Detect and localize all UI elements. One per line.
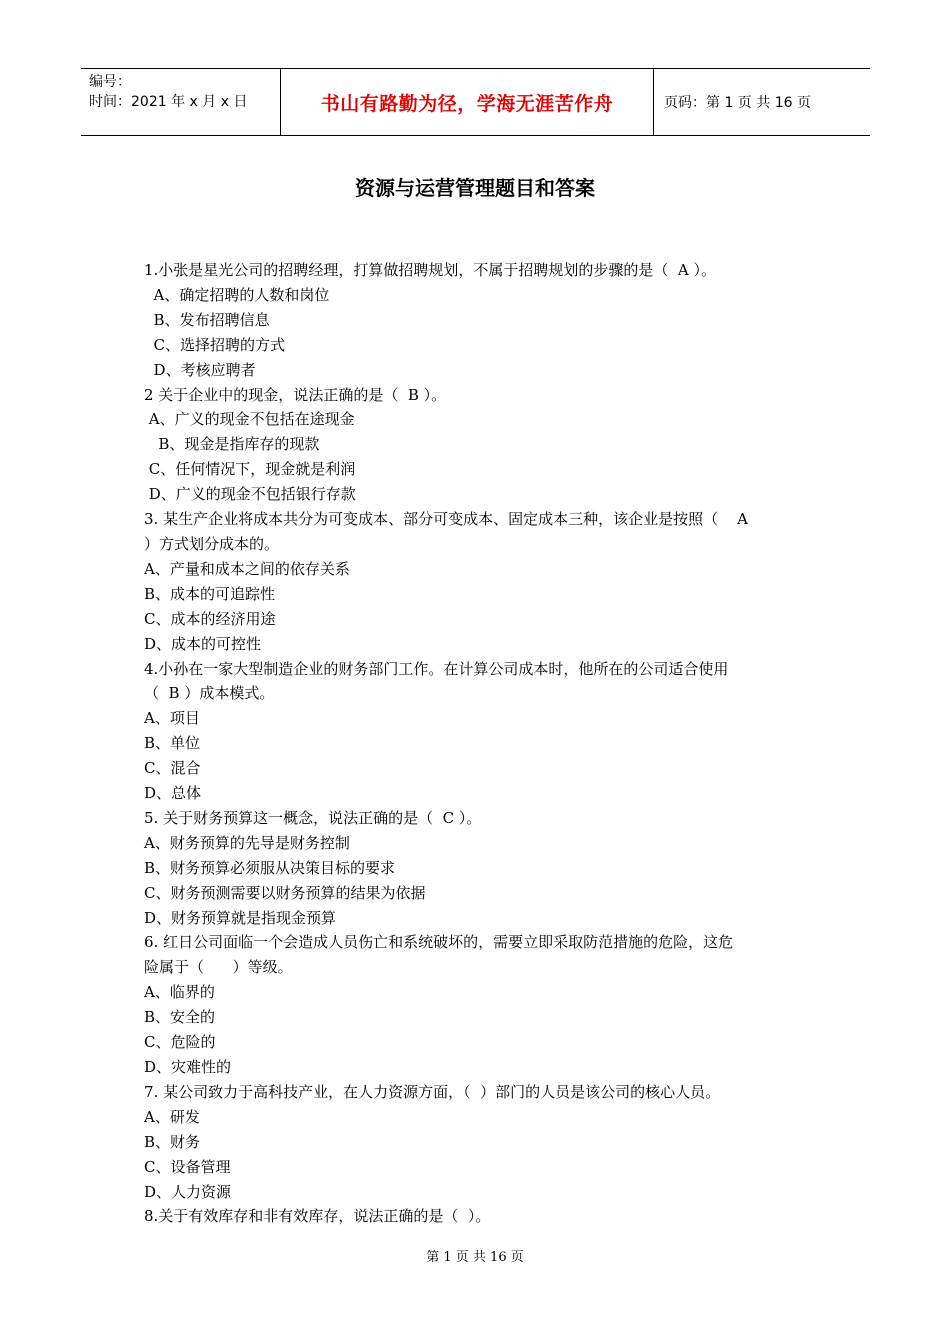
text-line: D、灾难性的 bbox=[144, 1058, 232, 1076]
text-line: A、临界的 bbox=[144, 983, 215, 1002]
text-line: 3. 某生产企业将成本共分为可变成本、部分可变成本、固定成本三种，该企业是按照（ A bbox=[144, 510, 748, 529]
document-time: 时间：2021 年 x 月 x 日 bbox=[89, 94, 248, 110]
text-line: D、总体 bbox=[144, 784, 202, 803]
text-line: 4.小孙在一家大型制造企业的财务部门工作。在计算公司成本时，他所在的公司适合使用 bbox=[144, 659, 729, 678]
header-page-info: 页码：第 1 页 共 16 页 bbox=[664, 95, 811, 111]
text-line: A、确定招聘的人数和岗位 bbox=[144, 285, 330, 304]
text-line: A、产量和成本之间的依存关系 bbox=[144, 559, 350, 578]
text-line: 5. 关于财务预算这一概念，说法正确的是（ C ）。 bbox=[144, 808, 482, 827]
document-title: 资源与运营管理题目和答案 bbox=[355, 176, 595, 200]
text-line: C、财务预测需要以财务预算的结果为依据 bbox=[144, 883, 426, 902]
header-meta bbox=[81, 69, 281, 135]
text-line: 险属于（ ）等级。 bbox=[144, 958, 293, 977]
page-footer: 第 1 页 共 16 页 bbox=[426, 1250, 524, 1265]
text-line: D、成本的可控性 bbox=[144, 634, 262, 653]
text-line: （ B ）成本模式。 bbox=[144, 684, 275, 703]
text-line: C、设备管理 bbox=[144, 1157, 231, 1176]
text-line: B、安全的 bbox=[144, 1008, 216, 1027]
header-motto: 书山有路勤为径，学海无涯苦作舟 bbox=[281, 69, 654, 135]
document-number-label: 编号： bbox=[89, 74, 131, 90]
page-header bbox=[81, 68, 870, 136]
text-line: A、广义的现金不包括在途现金 bbox=[144, 410, 355, 429]
text-line: C、混合 bbox=[144, 759, 201, 778]
text-line: ）方式划分成本的。 bbox=[144, 534, 280, 553]
question-list bbox=[144, 258, 814, 1229]
text-line: B、发布招聘信息 bbox=[144, 310, 270, 329]
text-line: D、广义的现金不包括银行存款 bbox=[144, 485, 356, 504]
text-line: B、单位 bbox=[144, 734, 201, 753]
text-line: 6. 红日公司面临一个会造成人员伤亡和系统破坏的，需要立即采取防范措施的危险，这危 bbox=[144, 933, 734, 952]
text-line: C、成本的经济用途 bbox=[144, 609, 276, 628]
text-line: 2 关于企业中的现金，说法正确的是（ B ）。 bbox=[144, 385, 447, 404]
text-line: D、财务预算就是指现金预算 bbox=[144, 908, 337, 927]
text-line: B、成本的可追踪性 bbox=[144, 584, 276, 603]
text-line: D、人力资源 bbox=[144, 1182, 232, 1201]
text-line: 1.小张是星光公司的招聘经理，打算做招聘规划，不属于招聘规划的步骤的是（ A ）。 bbox=[144, 261, 716, 279]
text-line: 7. 某公司致力于高科技产业，在人力资源方面，（ ）部门的人员是该公司的核心人员。 bbox=[144, 1082, 721, 1101]
text-line: D、考核应聘者 bbox=[144, 360, 256, 379]
text-line: A、项目 bbox=[144, 709, 200, 728]
text-line: C、危险的 bbox=[144, 1033, 216, 1052]
text-line: A、财务预算的先导是财务控制 bbox=[144, 833, 350, 852]
text-line: C、选择招聘的方式 bbox=[144, 335, 286, 354]
text-line: 8.关于有效库存和非有效库存，说法正确的是（ ）。 bbox=[144, 1207, 491, 1226]
text-line: B、财务预算必须服从决策目标的要求 bbox=[144, 858, 396, 877]
text-line: B、现金是指库存的现款 bbox=[144, 435, 320, 454]
text-line: C、任何情况下，现金就是利润 bbox=[144, 460, 356, 479]
text-line: B、财务 bbox=[144, 1132, 201, 1151]
text-line: A、研发 bbox=[144, 1107, 200, 1126]
